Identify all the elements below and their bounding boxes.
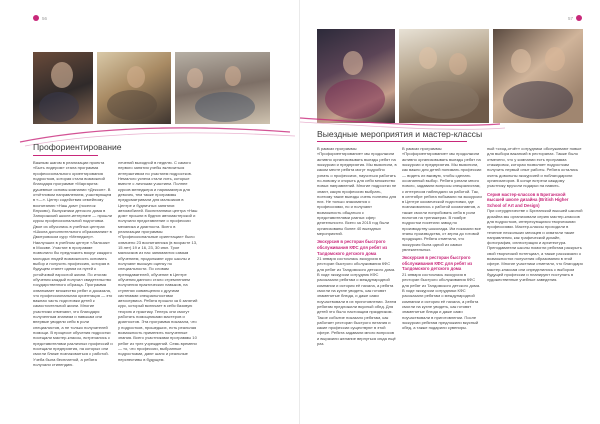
- left-col2-text: лечений выходной в неделю. С самого первого занятия учебы включиться интерактивом по участием подростков. Немалого успеха стали лить, которые вместе с личными участием. Полнее курсов менеджера и парикмахера для девочек, тем также программы предусматривали для мальчиков в Центре и будничных занятиях автомобилей. Воспитанники центра «Наш дом» прошли в будних автомастерской и получили представление о профессии механика и диагноста. Всего в реализации программы «Профессиональные ориентации» было охвачено 23 воспитанника (в возрасте 13, 15 лет) 19 и 16, 23, 30 июл. Трое мальчиков из нас занимаются самым обучением, продолжают курс школы и получают высшую оценку по специальности. По словам преподавателей, обучение в Центре обучения данного стало стремлением получения практических навыков, на ступенях совмещения с другими системами специальностями автосервиса. Ребята прошли за 6 занятий курс, который включает в себя базовую теорию и практику. Теперь они смогут работать помощниками мастеров и диагностов. Эта программа показала, что у подростков, прошедших, есть реальная возможность применить полученные знания. Всего участниками программы 10 ребят из трех учреждений. Семь времени — то, что профессии, выбранные подростками, дают шанс и реальные перспективы в будущем.: [118, 160, 198, 362]
- right-col3-heading: Серия мастер-классов в Британской высшей школе дизайна (British Higher School of Art and Design): [487, 191, 569, 208]
- photo-workshop: [97, 52, 171, 124]
- left-col1-text: Важным шагом в реализации проекта «Быть лидером» стала программа профессионального ориентирования подростков, которая стала возможной благодаря программе «Маргарита: душевные основы компании «Дексон». В отчётливом направлением, участвующем в «—». Центр содействия семейному воспитанию «Наш дом» (поселок Внуково). Выпускники детского дома в Запорожский школе-интернате — прошли курсы профессиональной подготовки. Двое из обучились в учебных центрах «Школа дополнительного образования» в Дмитровском сурр «Менеджер». Наилучших в учебном центре «Лальчик» в Москве. Участие в программе позволило бы предложить вокруг каждого молодых людей возможность основать выбор и получить профессию, которая в будущем станет одним из путей к устойчивой взрослой жизни. По итогам обучения каждый получил свидетельство государственного образца. Программа охватывает множество ребят и доказала, что профессиональная ориентация — это важная часть подготовки детей к самостоятельной жизни. Многие участники отмечают, что благодаря полученным знаниям и навыкам они впервые увидели себя в роли специалистов, а не только получателей помощи. В процессе обучения подростки посещали мастер-классы, встречались с представителями различных профессий и посещали предприятия, на которых они смогли ближе познакомиться с работой. Учеба была бесплатной, а ребята получали стипендию.: [33, 160, 113, 367]
- left-page-number-text: 56: [42, 15, 48, 21]
- page-marker-icon: [576, 15, 582, 21]
- right-col1-heading: Экскурсия в ресторан быстрого обслуживания КФС для ребят из Талдомского детского дома: [317, 239, 388, 256]
- right-col2-heading: Экскурсия в ресторан быстрого обслуживания КФС для ребят из Талдомского детского дома: [402, 255, 473, 272]
- left-column-1: [33, 160, 113, 410]
- right-col2-text: В рамках программы «Профориентирование» мы продолжили активно организовывать выезды ребят на экскурсии и предприятия. Мы выяснили, как важно для детей понимать профессии — видеть их вживую, чтобы сделать осознанный выбор. Ребята узнали много нового, задавали вопросы специалистам, с интересом наблюдали за работой. Так, в сентябре ребята побывали на экскурсии в Центре космической подготовки, где познакомились с работой космонавтов, а также смогли попробовать себя в роли пилотов на тренажерах. В ноябре подростки посетили завод по производству шоколада. Им показали все этапы производства, от зерна до готовой продукции. Ребята отметили, что экскурсия была одной из самых увлекательных.: [402, 146, 482, 252]
- title-underline-right: [317, 141, 467, 142]
- right-col1-text: В рамках программы «Профориентирование» мы продолжили активно организовывать выезды ребят на экскурсии и предприятия. Мы выяснили, в каком месте ребята могут подробно узнать о профессиях, научиться работать по-новому и открыть для себя множество новых направлений. Многие подростки не знают, какую профессию выбрать, поэтому такие выезды очень полезны для них. Не только знакомятся с профессиями, но и получают возможность общаться с представителями разных сфер деятельности. Всего за 2015 год были организованы более 40 выездных мероприятий.: [317, 146, 397, 236]
- right-col3-text: ный «сход-отчёт» сотрудники обслуживают новые для выбора вакансий в ресторанах. Также было отмечено, что у компании есть программа стажировок, которая позволяет подросткам получить первый опыт работы. Ребята остались очень довольны экскурсией и поблагодарили организаторов. В конце встречи каждому участнику вручили подарки на память.: [487, 146, 582, 189]
- right-col2b-text: 21 января состоялась экскурсия в ресторан быстрого обслуживания КФС для ребят из Талдомского детского дома. В ходе экскурсии сотрудники КФС рассказали ребятам о международной компании и история её начала, а ребята смогли на кухне увидеть, как готовят знаменитые блюда и даже сами поучаствовали в приготовлении. После экскурсии ребятам предложили вкусный обед, а также подарили сувениры.: [402, 272, 481, 331]
- left-page-title: Профориентирование: [33, 142, 122, 152]
- right-column-1: [317, 146, 397, 411]
- photo-classroom: [33, 52, 93, 124]
- left-column-2: [118, 160, 198, 410]
- right-page-number-text: 57: [568, 15, 574, 21]
- right-col1b-text: 21 января состоялась экскурсия в ресторан быстрого обслуживания КФС для ребят из Талдомского детского дома. В ходе экскурсии сотрудник КФС рассказали ребятам о международной компании и история её начала, а ребята смогли на кухне увидеть, как готовят знаменитые блюда, и даже сами поучаствовали в их приготовлении. Затем ребятам предложили вкусный обед. Для детей это было настоящим праздником. Такое событие показало ребятам, как работает ресторан быстрого питания и какие профессии существуют в этой сфере. Ребята задавали много вопросов и выразили желание вернуться сюда ещё раз.: [317, 256, 397, 347]
- right-column-2: [402, 146, 482, 411]
- right-page-title: Выездные мероприятия и мастер-классы: [317, 129, 483, 139]
- page-marker-icon: [33, 15, 39, 21]
- left-page-number: [33, 15, 47, 21]
- right-col3b-text: При сотрудничестве с Британской высшей школой дизайна мы организовали серию мастер-классов для подростков, интересующихся творческими профессиями. Мастер-классы проходили в течение нескольких месяцев и охватили такие направления, как графический дизайн, фотография, иллюстрация и архитектура. Преподаватели школы помогли ребятам раскрыть свой творческий потенциал, а также рассказали о возможностях получения образования в этой сфере. Многие участники отметили, что благодаря мастер-классам они определились с выбором будущей профессии и планируют поступать в художественные учебные заведения.: [487, 208, 583, 283]
- right-page-number: [568, 15, 582, 21]
- right-page: [300, 0, 600, 424]
- photo-group: [175, 52, 270, 124]
- title-underline: [33, 155, 98, 156]
- right-column-3: [487, 146, 583, 411]
